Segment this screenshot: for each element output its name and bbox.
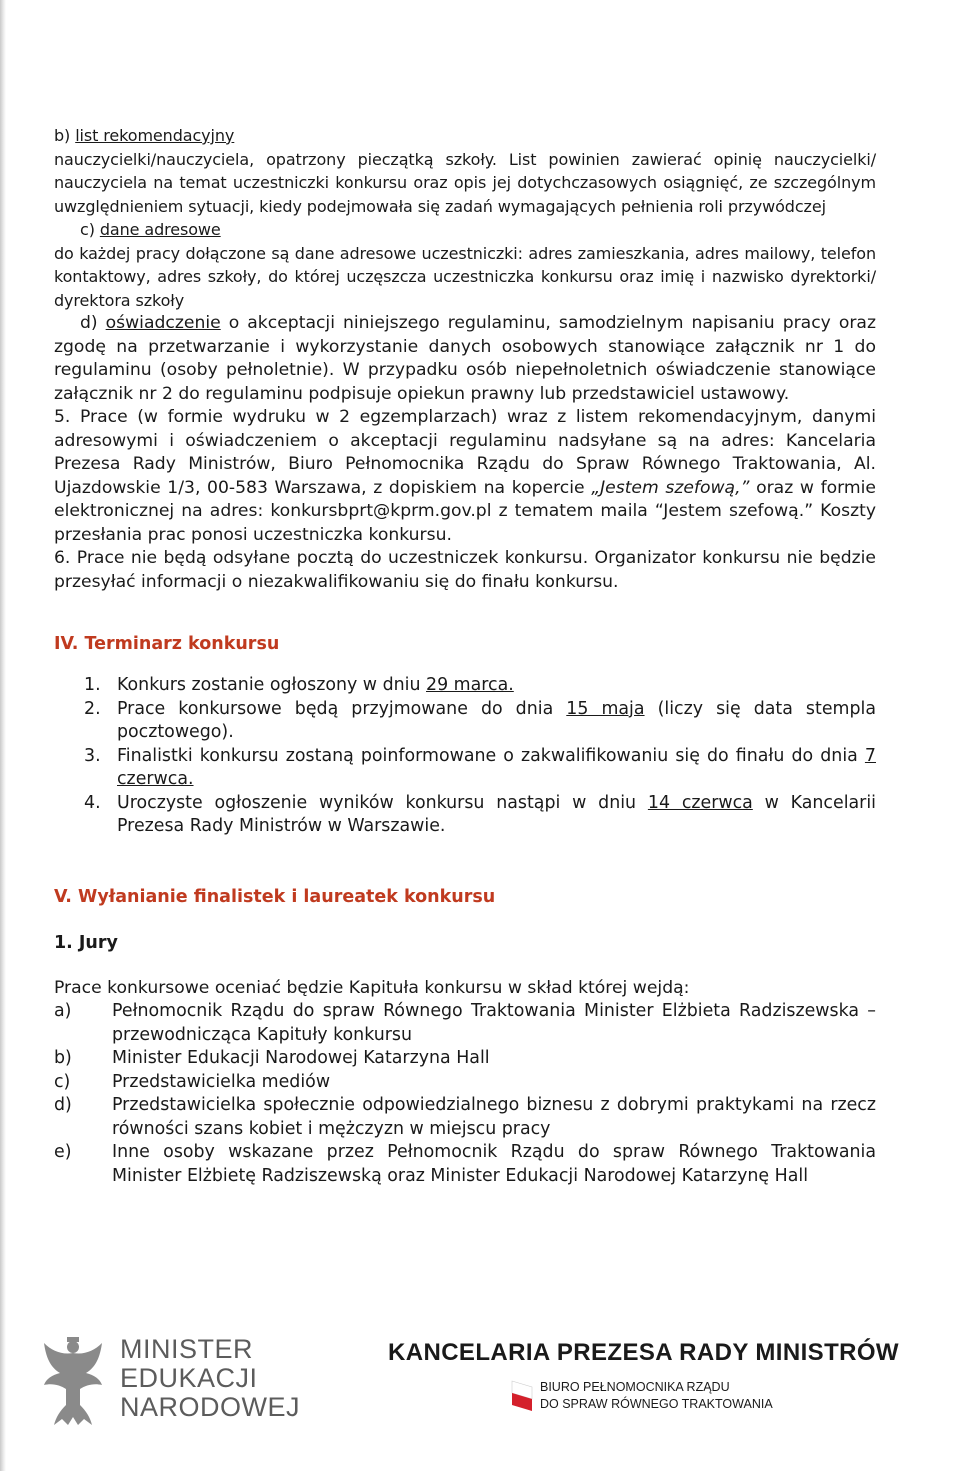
item-d-text: o akceptacji niniejszego regulaminu, samodzielnym napisaniu pracy oraz zgodę na przetwarzanie i wykorzystanie danych osobowych stanowiące załącznik nr 1 do regulaminu (osoby pełnoletnie). W przypadku osób niepełnoletnich oświadczenie stanowiące załącznik nr 2 do regulaminu podpisuje opiekun prawny lub przedstawiciel ustawowy. bbox=[54, 313, 876, 404]
paragraph-5 bbox=[54, 406, 876, 547]
schedule-item-text: Konkurs zostanie ogłoszony w dniu bbox=[117, 675, 427, 695]
p5-envelope-note: „Jestem szefową,” bbox=[591, 477, 750, 498]
section-4-title: IV. Terminarz konkursu bbox=[54, 634, 280, 654]
section-5-subtitle: 1. Jury bbox=[54, 932, 118, 953]
jury-item-num: c) bbox=[54, 1071, 71, 1092]
p5-part-a: 5. Prace (w formie wydruku w 2 egzemplarzach) wraz z listem rekomendacyjnym, danymi adresowymi i oświadczeniem o akceptacji regulaminu nadsyłane są na adres: Kancelaria Prezesa Rady Ministrów, Biuro Pełnomocnika Rządu do Spraw Równego Traktowania, Al. Ujazdowskie 1/3, 00-583 Warszawa, z dopiskiem na kopercie bbox=[54, 407, 876, 498]
footer-logos bbox=[40, 1325, 900, 1445]
section-5-title: V. Wyłanianie finalistek i laureatek konkursu bbox=[54, 886, 496, 907]
schedule-item bbox=[54, 745, 876, 792]
flag-icon bbox=[510, 1377, 536, 1417]
paragraph-c-text: do każdej pracy dołączone są dane adresowe uczestniczki: adres zamieszkania, adres mailowy, telefon kontaktowy, adres szkoły, do której uczęszcza uczestniczka konkursu oraz imię i nazwisko dyrektorki/ dyrektora szkoły bbox=[54, 243, 876, 310]
schedule-item-text: Finalistki konkursu zostaną poinformowane o zakwalifikowaniu się do finału do dnia bbox=[117, 745, 865, 766]
jury-item-text: Przedstawicielka społecznie odpowiedzialnego biznesu z dobrymi praktykami na rzecz równości szans kobiet i mężczyzn w miejscu pracy bbox=[112, 1095, 876, 1139]
paragraph-6: 6. Prace nie będą odsyłane pocztą do uczestniczek konkursu. Organizator konkursu nie będzie przesyłać informacji o niezakwalifikowaniu się do finału konkursu. bbox=[54, 548, 876, 592]
schedule-item-post: (liczy się data stempla pocztowego). bbox=[117, 698, 876, 742]
item-c-title: dane adresowe bbox=[99, 220, 221, 239]
schedule-item bbox=[54, 792, 876, 839]
jury-list bbox=[54, 1000, 876, 1188]
men-line1: MINISTER bbox=[120, 1334, 254, 1364]
p5-part-c: oraz w formie elektronicznej na adres: konkursbprt@kprm.gov.pl z tematem maila bbox=[54, 477, 876, 521]
kprm-sub-line1: BIURO PEŁNOMOCNIKA RZĄDU bbox=[540, 1380, 730, 1394]
jury-item bbox=[54, 1141, 876, 1188]
jury-item bbox=[54, 1071, 876, 1095]
kprm-logo-subtitle bbox=[540, 1379, 773, 1413]
p5-part-e: Koszty przesłania prac ponosi uczestniczka konkursu. bbox=[54, 501, 876, 545]
schedule-item-date: 7 czerwca. bbox=[117, 745, 876, 789]
schedule-item bbox=[54, 698, 876, 745]
paragraph-b-text: nauczycielki/nauczyciela, opatrzony pieczątką szkoły. List powinien zawierać opinię nauczycielki/ nauczyciela na temat uczestniczki konkursu oraz opis jej dotychczasowych osiągnięć, ze szczególnym uwzględnieniem sytuacji, kiedy podejmowała się zadań wymagających pełnienia roli przywódczej bbox=[54, 149, 876, 216]
jury-intro: Prace konkursowe oceniać będzie Kapituła konkursu w skład której wejdą: bbox=[54, 977, 690, 998]
item-d-title: oświadczenie bbox=[105, 313, 221, 333]
document-page bbox=[54, 124, 876, 1188]
item-d-label: d) bbox=[80, 313, 98, 333]
paragraph-c-heading bbox=[54, 218, 876, 242]
jury-item-text: Przedstawicielka mediów bbox=[112, 1071, 331, 1092]
item-b-label: b) bbox=[54, 126, 71, 145]
schedule-list bbox=[54, 674, 876, 839]
jury-item bbox=[54, 1047, 876, 1071]
eagle-emblem-icon bbox=[40, 1333, 106, 1429]
jury-item-text: Minister Edukacji Narodowej Katarzyna Hall bbox=[112, 1048, 490, 1068]
p5-quote-close: ” bbox=[804, 501, 814, 521]
paragraph-d bbox=[54, 312, 876, 406]
schedule-item-date: 15 maja bbox=[566, 698, 645, 719]
schedule-item-num: 4. bbox=[84, 792, 101, 813]
jury-item bbox=[54, 1094, 876, 1141]
schedule-item-num: 1. bbox=[84, 675, 101, 695]
kprm-logo-title: KANCELARIA PREZESA RADY MINISTRÓW bbox=[388, 1339, 899, 1366]
men-logo-text bbox=[120, 1335, 300, 1422]
men-logo bbox=[40, 1325, 300, 1435]
schedule-item bbox=[54, 674, 876, 698]
item-b-title: list rekomendacyjny bbox=[75, 126, 235, 145]
schedule-item-text: Uroczyste ogłoszenie wyników konkursu nastąpi w dniu bbox=[117, 792, 648, 813]
schedule-item-date: 14 czerwca bbox=[647, 792, 753, 813]
men-line2: EDUKACJI bbox=[120, 1363, 258, 1393]
paragraph-b-heading bbox=[54, 124, 876, 148]
p5-quote-open: “ bbox=[654, 501, 664, 521]
jury-item-num: d) bbox=[54, 1095, 72, 1115]
jury-item-text: Inne osoby wskazane przez Pełnomocnik Rządu do spraw Równego Traktowania Minister Elżbietę Radziszewską oraz Minister Edukacji Narodowej Katarzynę Hall bbox=[112, 1142, 876, 1186]
p5-mail-subject: Jestem szefową. bbox=[663, 501, 805, 521]
schedule-item-post: w Kancelarii Prezesa Rady Ministrów w Warszawie. bbox=[117, 792, 876, 836]
item-c-label: c) bbox=[80, 220, 95, 239]
jury-item bbox=[54, 1000, 876, 1047]
jury-item-text: Pełnomocnik Rządu do spraw Równego Traktowania Minister Elżbieta Radziszewska – przewodnicząca Kapituły konkursu bbox=[112, 1001, 876, 1045]
kprm-sub-line2: DO SPRAW RÓWNEGO TRAKTOWANIA bbox=[540, 1397, 773, 1411]
schedule-item-num: 3. bbox=[84, 745, 101, 766]
schedule-item-num: 2. bbox=[84, 698, 101, 719]
jury-item-num: b) bbox=[54, 1048, 72, 1068]
schedule-item-date: 29 marca. bbox=[426, 675, 514, 695]
jury-item-num: e) bbox=[54, 1142, 72, 1162]
jury-item-num: a) bbox=[54, 1001, 72, 1021]
schedule-item-text: Prace konkursowe będą przyjmowane do dnia bbox=[117, 698, 567, 719]
men-line3: NARODOWEJ bbox=[120, 1392, 300, 1422]
page-edge-shadow bbox=[0, 0, 6, 1471]
